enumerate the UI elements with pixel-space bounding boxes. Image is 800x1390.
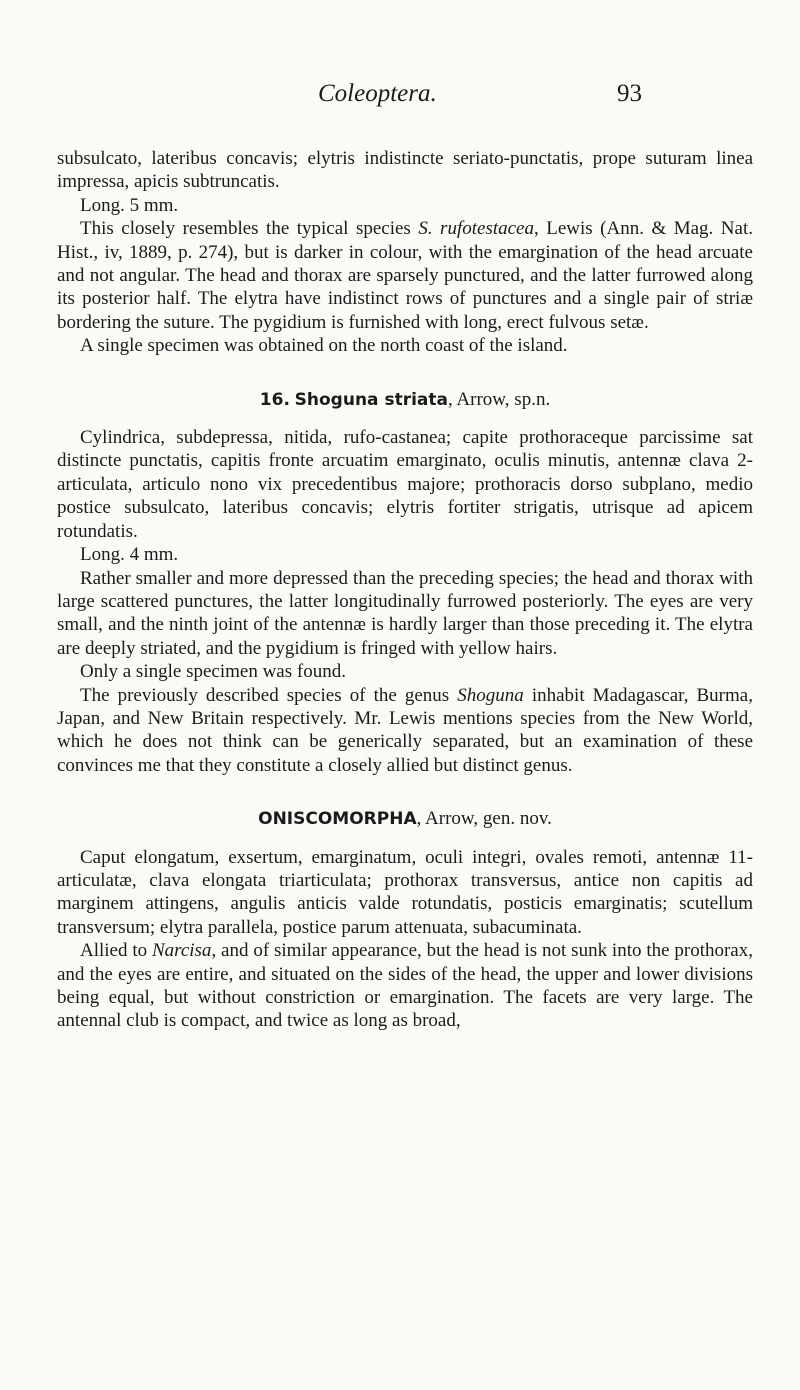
species-name: S. rufotestacea bbox=[418, 218, 534, 240]
species-english-description: Rather smaller and more depressed than the preceding species; the head and thorax with large scattered punctures, the latter longitudinally furrowed posteriorly. The eyes are very small, and the ninth joint of the antennæ is hardly larger than those preceding it. The elytra are deeply striated, and the pygidium is fringed with yellow hairs. bbox=[57, 567, 753, 659]
genus-distribution-paragraph: The previously described species of the genus Shoguna inhabit Madagascar, Burma, Japan, and New Britain respectively. Mr. Lewis mentions species from the New World, which he does not think can be generically separated, but an examination of these convinces me that they constitute a closely allied but distinct genus. bbox=[57, 684, 753, 776]
body-text bbox=[57, 147, 753, 1033]
genus-latin-description: Caput elongatum, exsertum, emarginatum, oculi integri, ovales remoti, antennæ 11-articulatæ, clava elongata triarticulata; prothorax transversus, antice non capitis ad marginem attingens, angulis anticis valde rotundatis, posticis emarginatis; scutellum transversum; elytra parallela, postice parum attenuata, subacuminata. bbox=[57, 846, 753, 938]
species-heading bbox=[57, 388, 753, 412]
allied-genus-name: Narcisa bbox=[151, 940, 212, 962]
species-length: Long. 4 mm. bbox=[80, 544, 179, 566]
paragraph-latin-continued: subsulcato, lateribus concavis; elytris indistincte seriato-punctatis, prope suturam linea impressa, apicis subtruncatis. bbox=[57, 148, 753, 193]
running-head bbox=[0, 80, 800, 114]
species-latin-description: Cylindrica, subdepressa, nitida, rufo-castanea; capite prothoraceque parcissime sat distincte punctatis, capitis fronte arcuatim emarginato, oculis minutis, antennæ clava 2-articulata, articulo nono vix precedentibus majore; prothoracis dorso subplano, medio postice subsulcato, lateribus concavis; elytris fortiter strigatis, utrisque ad apicem rotundatis. bbox=[57, 427, 753, 542]
genus-heading bbox=[57, 807, 753, 831]
specimen-length: Long. 5 mm. bbox=[80, 194, 179, 216]
species-author: , Arrow, sp.n. bbox=[447, 388, 551, 410]
paragraph-locality: A single specimen was obtained on the north coast of the island. bbox=[80, 335, 568, 357]
species-number: 16. bbox=[259, 389, 290, 410]
species-specimen-note: Only a single specimen was found. bbox=[80, 661, 346, 683]
species-title: Shoguna striata bbox=[294, 389, 448, 410]
page-number: 93 bbox=[617, 80, 642, 107]
genus-name-italic: Shoguna bbox=[457, 684, 524, 706]
genus-title: ONISCOMORPHA bbox=[258, 809, 417, 830]
running-title: Coleoptera. bbox=[318, 80, 437, 107]
genus-author: , Arrow, gen. nov. bbox=[416, 808, 552, 830]
paragraph-comparison: This closely resembles the typical species S. rufotestacea, Lewis (Ann. & Mag. Nat. Hist., iv, 1889, p. 274), but is darker in colour, with the emargination of the head arcuate and not angular. The head and thorax are sparsely punctured, and the latter furrowed along its posterior half. The elytra have indistinct rows of punctures and a single pair of striæ bordering the suture. The pygidium is furnished with long, erect fulvous setæ. bbox=[57, 218, 753, 333]
genus-comparison-paragraph: Allied to Narcisa, and of similar appearance, but the head is not sunk into the prothorax, and the eyes are entire, and situated on the sides of the head, the upper and lower divisions being equal, but without constriction or emargination. The facets are very large. The antennal club is compact, and twice as long as broad, bbox=[57, 940, 753, 1032]
